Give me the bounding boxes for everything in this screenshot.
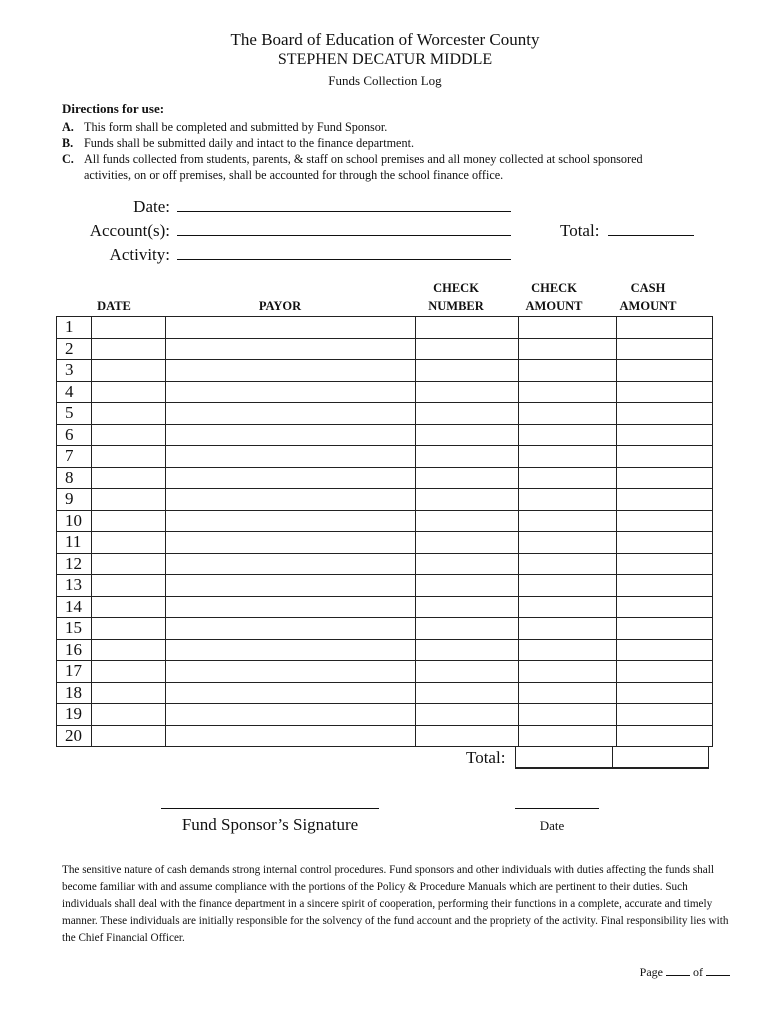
- check-number-cell[interactable]: [416, 424, 519, 446]
- payor-cell[interactable]: [166, 596, 416, 618]
- check-number-cell[interactable]: [416, 532, 519, 554]
- sponsor-signature-label: Fund Sponsor’s Signature: [181, 815, 359, 834]
- check-number-cell[interactable]: [416, 553, 519, 575]
- row-number: 5: [57, 403, 92, 425]
- date-cell[interactable]: [92, 317, 166, 339]
- date-cell[interactable]: [92, 704, 166, 726]
- date-cell[interactable]: [92, 682, 166, 704]
- check-number-cell[interactable]: [416, 381, 519, 403]
- cash-amount-cell[interactable]: [617, 575, 713, 597]
- check-number-cell[interactable]: [416, 510, 519, 532]
- check-number-cell[interactable]: [416, 618, 519, 640]
- check-amount-cell[interactable]: [519, 510, 617, 532]
- direction-b-text: Funds shall be submitted daily and intact to the finance department.: [84, 136, 414, 150]
- internal-control-notice: The sensitive nature of cash demands strong internal control procedures. Fund sponsors and other individuals with duties affecting the funds shall become familiar with and assume compliance with the portions of the Policy & Procedure Manuals which are pertinent to their duties. Such individuals shall deal with the finance department in a sincere spirit of cooperation, performing their functions in a complete, accurate and timely manner. These individuals are initially responsible for the solvency of the fund account and the propriety of the activity. Final responsibility lies with the Chief Financial Officer.: [62, 864, 729, 944]
- check-amount-cell[interactable]: [519, 532, 617, 554]
- table-row: [57, 596, 713, 618]
- table-row: [57, 381, 713, 403]
- check-amount-cell[interactable]: [519, 489, 617, 511]
- funds-log-table: [56, 316, 713, 747]
- table-row: [57, 575, 713, 597]
- table-row: [57, 639, 713, 661]
- cash-amount-cell[interactable]: [617, 381, 713, 403]
- row-number: 7: [57, 446, 92, 468]
- date-cell[interactable]: [92, 596, 166, 618]
- row-number: 2: [57, 338, 92, 360]
- accounts-line[interactable]: [177, 221, 511, 236]
- check-amount-cell[interactable]: [519, 360, 617, 382]
- check-amount-cell[interactable]: [519, 403, 617, 425]
- date-cell[interactable]: [92, 553, 166, 575]
- check-number-cell[interactable]: [416, 489, 519, 511]
- row-number: 19: [57, 704, 92, 726]
- school-name: STEPHEN DECATUR MIDDLE: [277, 51, 493, 68]
- check-number-cell[interactable]: [416, 704, 519, 726]
- check-amount-cell[interactable]: [519, 639, 617, 661]
- accounts-field[interactable]: [62, 221, 511, 241]
- check-amount-cell[interactable]: [519, 661, 617, 683]
- directions-title: Directions for use:: [62, 101, 165, 116]
- check-number-cell[interactable]: [416, 596, 519, 618]
- date-cell[interactable]: [92, 575, 166, 597]
- cash-amount-cell[interactable]: [617, 639, 713, 661]
- check-amount-cell[interactable]: [519, 704, 617, 726]
- cash-amount-cell[interactable]: [617, 532, 713, 554]
- date-cell[interactable]: [92, 424, 166, 446]
- check-number-cell[interactable]: [416, 446, 519, 468]
- total-cash-amount-cell[interactable]: [612, 746, 709, 769]
- check-number-cell[interactable]: [416, 403, 519, 425]
- header-date: DATE: [97, 299, 131, 313]
- direction-c: [62, 151, 742, 183]
- direction-a-label: A.: [62, 120, 74, 134]
- table-row: [57, 424, 713, 446]
- check-number-cell[interactable]: [416, 639, 519, 661]
- row-number: 4: [57, 381, 92, 403]
- cash-amount-cell[interactable]: [617, 682, 713, 704]
- date-cell[interactable]: [92, 639, 166, 661]
- cash-amount-cell[interactable]: [617, 338, 713, 360]
- cash-amount-cell[interactable]: [617, 596, 713, 618]
- check-number-cell[interactable]: [416, 725, 519, 747]
- payor-cell[interactable]: [166, 639, 416, 661]
- table-row: [57, 446, 713, 468]
- cash-amount-cell[interactable]: [617, 403, 713, 425]
- cash-amount-cell[interactable]: [617, 510, 713, 532]
- payor-cell[interactable]: [166, 446, 416, 468]
- payor-cell[interactable]: [166, 424, 416, 446]
- page-total-line[interactable]: [706, 965, 730, 976]
- check-amount-cell[interactable]: [519, 596, 617, 618]
- direction-c-continued: activities, on or off premises, shall be accounted for through the school finance office.: [84, 168, 504, 182]
- table-row: [57, 682, 713, 704]
- table-row: [57, 360, 713, 382]
- cash-amount-cell[interactable]: [617, 317, 713, 339]
- row-number: 17: [57, 661, 92, 683]
- payor-cell[interactable]: [166, 725, 416, 747]
- date-cell[interactable]: [92, 661, 166, 683]
- row-number: 14: [57, 596, 92, 618]
- row-number: 12: [57, 553, 92, 575]
- cash-amount-cell[interactable]: [617, 553, 713, 575]
- page-of-label: of: [693, 965, 703, 979]
- payor-cell[interactable]: [166, 360, 416, 382]
- activity-field[interactable]: [62, 245, 511, 265]
- date-cell[interactable]: [92, 489, 166, 511]
- payor-cell[interactable]: [166, 532, 416, 554]
- payor-cell[interactable]: [166, 682, 416, 704]
- payor-cell[interactable]: [166, 403, 416, 425]
- table-row: [57, 704, 713, 726]
- table-row: [57, 489, 713, 511]
- row-number: 6: [57, 424, 92, 446]
- check-number-cell[interactable]: [416, 360, 519, 382]
- header-check-number-line2: NUMBER: [428, 299, 484, 313]
- total-label: Total:: [560, 221, 600, 240]
- payor-cell[interactable]: [166, 467, 416, 489]
- payor-cell[interactable]: [166, 489, 416, 511]
- signature-date-label: Date: [539, 818, 565, 833]
- cash-amount-cell[interactable]: [617, 424, 713, 446]
- date-cell[interactable]: [92, 403, 166, 425]
- total-line[interactable]: [608, 221, 694, 236]
- date-cell[interactable]: [92, 725, 166, 747]
- date-cell[interactable]: [92, 446, 166, 468]
- table-row: [57, 618, 713, 640]
- direction-a-text: This form shall be completed and submitted by Fund Sponsor.: [84, 120, 388, 134]
- check-amount-cell[interactable]: [519, 317, 617, 339]
- direction-b: [62, 135, 742, 151]
- date-cell[interactable]: [92, 338, 166, 360]
- date-field[interactable]: [62, 197, 511, 217]
- row-number: 1: [57, 317, 92, 339]
- header-cash-amount: [608, 279, 688, 315]
- table-row: [57, 403, 713, 425]
- cash-amount-cell[interactable]: [617, 704, 713, 726]
- table-row: [57, 532, 713, 554]
- check-amount-cell[interactable]: [519, 338, 617, 360]
- row-number: 16: [57, 639, 92, 661]
- direction-b-label: B.: [62, 136, 74, 150]
- check-amount-cell[interactable]: [519, 575, 617, 597]
- check-amount-cell[interactable]: [519, 553, 617, 575]
- header-check-amount-line2: AMOUNT: [525, 299, 583, 313]
- direction-c-label: C.: [62, 152, 74, 166]
- date-cell[interactable]: [92, 532, 166, 554]
- date-line[interactable]: [177, 197, 511, 212]
- direction-a: [62, 119, 742, 135]
- header-check-number-line1: CHECK: [433, 281, 479, 295]
- signature-date-line[interactable]: [515, 808, 599, 809]
- check-number-cell[interactable]: [416, 682, 519, 704]
- date-cell[interactable]: [92, 467, 166, 489]
- table-row: [57, 553, 713, 575]
- row-number: 11: [57, 532, 92, 554]
- row-number: 9: [57, 489, 92, 511]
- direction-c-text: All funds collected from students, parents, & staff on school premises and all money collected at school sponsored: [84, 152, 643, 166]
- form-title: Funds Collection Log: [328, 73, 442, 88]
- payor-cell[interactable]: [166, 575, 416, 597]
- date-cell[interactable]: [92, 618, 166, 640]
- check-number-cell[interactable]: [416, 467, 519, 489]
- date-cell[interactable]: [92, 510, 166, 532]
- row-number: 20: [57, 725, 92, 747]
- row-number: 13: [57, 575, 92, 597]
- row-number: 18: [57, 682, 92, 704]
- check-amount-cell[interactable]: [519, 682, 617, 704]
- cash-amount-cell[interactable]: [617, 446, 713, 468]
- check-number-cell[interactable]: [416, 661, 519, 683]
- activity-label: Activity:: [109, 245, 170, 264]
- table-row: [57, 725, 713, 747]
- cash-amount-cell[interactable]: [617, 661, 713, 683]
- cash-amount-cell[interactable]: [617, 618, 713, 640]
- org-title: The Board of Education of Worcester County: [230, 30, 540, 49]
- payor-cell[interactable]: [166, 381, 416, 403]
- payor-cell[interactable]: [166, 338, 416, 360]
- page-label: Page: [639, 965, 663, 979]
- row-number: 15: [57, 618, 92, 640]
- payor-cell[interactable]: [166, 510, 416, 532]
- payor-cell[interactable]: [166, 553, 416, 575]
- activity-line[interactable]: [177, 245, 511, 260]
- payor-cell[interactable]: [166, 317, 416, 339]
- header-cash-amount-line2: AMOUNT: [619, 299, 677, 313]
- date-label: Date:: [133, 197, 170, 216]
- row-number: 8: [57, 467, 92, 489]
- check-number-cell[interactable]: [416, 317, 519, 339]
- cash-amount-cell[interactable]: [617, 360, 713, 382]
- check-amount-cell[interactable]: [519, 446, 617, 468]
- row-number: 10: [57, 510, 92, 532]
- check-amount-cell[interactable]: [519, 725, 617, 747]
- header-check-number: [414, 279, 498, 315]
- table-row: [57, 467, 713, 489]
- table-row: [57, 510, 713, 532]
- cash-amount-cell[interactable]: [617, 467, 713, 489]
- date-cell[interactable]: [92, 360, 166, 382]
- date-cell[interactable]: [92, 381, 166, 403]
- check-amount-cell[interactable]: [519, 618, 617, 640]
- payor-cell[interactable]: [166, 661, 416, 683]
- check-amount-cell[interactable]: [519, 424, 617, 446]
- accounts-label: Account(s):: [89, 221, 170, 240]
- sponsor-signature-line[interactable]: [161, 808, 379, 809]
- header-check-amount: [514, 279, 594, 315]
- total-check-amount-cell[interactable]: [515, 746, 613, 769]
- check-number-cell[interactable]: [416, 575, 519, 597]
- table-row: [57, 661, 713, 683]
- row-number: 3: [57, 360, 92, 382]
- cash-amount-cell[interactable]: [617, 725, 713, 747]
- table-total-label: Total:: [466, 748, 506, 767]
- total-field[interactable]: [560, 221, 694, 241]
- page-number-line[interactable]: [666, 965, 690, 976]
- header-cash-amount-line1: CASH: [630, 281, 666, 295]
- check-amount-cell[interactable]: [519, 467, 617, 489]
- table-row: [57, 338, 713, 360]
- header-check-amount-line1: CHECK: [531, 281, 577, 295]
- payor-cell[interactable]: [166, 618, 416, 640]
- payor-cell[interactable]: [166, 704, 416, 726]
- table-row: [57, 317, 713, 339]
- page-footer: [640, 965, 730, 980]
- check-number-cell[interactable]: [416, 338, 519, 360]
- cash-amount-cell[interactable]: [617, 489, 713, 511]
- total-underline: [515, 767, 708, 769]
- check-amount-cell[interactable]: [519, 381, 617, 403]
- header-payor: PAYOR: [258, 299, 302, 313]
